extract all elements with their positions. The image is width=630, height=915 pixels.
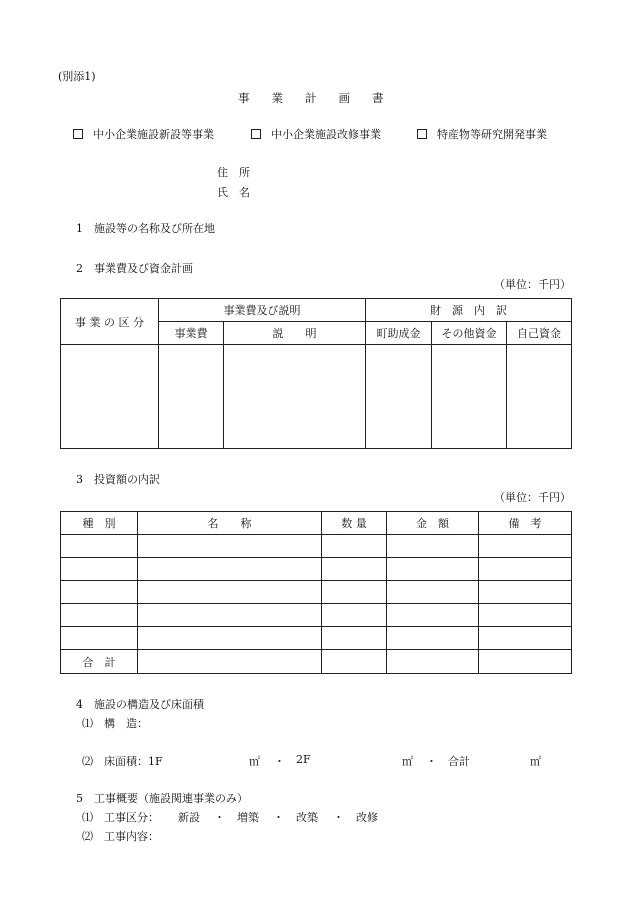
table-row [61, 604, 572, 627]
input-cell[interactable] [432, 345, 507, 449]
header-cost-explanation: 事業費及び説明 [159, 299, 366, 322]
section-2-heading: 2 事業費及び資金計画 [76, 262, 193, 275]
input-cell[interactable] [322, 627, 387, 650]
separator-dot: ・ [274, 755, 285, 768]
unit-m2: ㎡ [249, 755, 260, 768]
header-category: 事 業 の 区 分 [61, 299, 159, 345]
table-row [61, 627, 572, 650]
unit-m2: ㎡ [530, 755, 541, 768]
table-row [61, 558, 572, 581]
input-cell[interactable] [479, 627, 572, 650]
title-char: 業 [271, 91, 283, 105]
input-cell[interactable] [61, 604, 138, 627]
unit-m2: ㎡ [402, 755, 413, 768]
input-cell[interactable] [138, 604, 322, 627]
input-cell[interactable] [479, 535, 572, 558]
total-label: 合 計 [61, 650, 138, 674]
header-name: 名 称 [138, 512, 322, 535]
work-type-extension: 増築 [237, 811, 259, 824]
input-cell[interactable] [61, 345, 159, 449]
work-content-label: ⑵ 工事内容： [82, 830, 159, 843]
input-cell[interactable] [479, 558, 572, 581]
floor-area-label: ⑵ 床面積：1F [82, 755, 163, 768]
checkbox-icon[interactable] [417, 129, 427, 139]
input-cell[interactable] [387, 650, 479, 674]
input-cell[interactable] [322, 604, 387, 627]
input-cell[interactable] [322, 558, 387, 581]
input-cell[interactable] [138, 650, 322, 674]
address-label: 住 所 [217, 166, 250, 179]
separator-dot: ・ [333, 811, 344, 824]
separator-dot: ・ [214, 811, 225, 824]
total-row [61, 650, 572, 674]
checkbox-label: 特産物等研究開発事業 [437, 128, 547, 141]
title-char: 事 [238, 91, 250, 105]
header-other-funds: その他資金 [432, 322, 507, 345]
input-cell[interactable] [322, 535, 387, 558]
header-own-funds: 自己資金 [507, 322, 572, 345]
attachment-label: (別添1) [58, 70, 96, 83]
section-5-heading: 5 工事概要（施設関連事業のみ） [76, 792, 248, 805]
unit-label: （単位：千円） [494, 278, 571, 291]
input-cell[interactable] [322, 650, 387, 674]
checkbox-option-new-facility[interactable] [73, 126, 214, 142]
header-cost: 事業費 [159, 322, 224, 345]
checkbox-label: 中小企業施設新設等事業 [93, 128, 214, 141]
separator-dot: ・ [426, 755, 437, 768]
table-row [61, 581, 572, 604]
input-cell[interactable] [322, 581, 387, 604]
input-cell[interactable] [61, 558, 138, 581]
input-cell[interactable] [138, 535, 322, 558]
separator-dot: ・ [273, 811, 284, 824]
table-row [61, 535, 572, 558]
input-cell[interactable] [479, 650, 572, 674]
input-cell[interactable] [224, 345, 366, 449]
name-label: 氏 名 [217, 186, 250, 199]
input-cell[interactable] [61, 627, 138, 650]
input-cell[interactable] [61, 581, 138, 604]
header-remarks: 備 考 [479, 512, 572, 535]
structure-label: ⑴ 構 造： [82, 717, 148, 730]
header-quantity: 数 量 [322, 512, 387, 535]
input-cell[interactable] [387, 558, 479, 581]
unit-label: （単位：千円） [494, 491, 571, 504]
input-cell[interactable] [479, 604, 572, 627]
input-cell[interactable] [366, 345, 432, 449]
input-cell[interactable] [387, 627, 479, 650]
work-type-label: ⑴ 工事区分： [82, 811, 159, 824]
header-amount: 金 額 [387, 512, 479, 535]
input-cell[interactable] [479, 581, 572, 604]
checkbox-icon[interactable] [251, 129, 261, 139]
input-cell[interactable] [507, 345, 572, 449]
checkbox-option-research[interactable] [417, 126, 547, 142]
input-cell[interactable] [387, 604, 479, 627]
header-town-subsidy: 町助成金 [366, 322, 432, 345]
section-3-heading: 3 投資額の内訳 [76, 473, 160, 486]
title-char: 計 [305, 91, 317, 105]
section-4-heading: 4 施設の構造及び床面積 [76, 698, 204, 711]
input-cell[interactable] [387, 581, 479, 604]
input-cell[interactable] [138, 627, 322, 650]
total-area-label: 合計 [448, 755, 470, 768]
header-funding-breakdown: 財 源 内 訳 [366, 299, 572, 322]
floor-2f-label: 2F [296, 753, 311, 766]
document-title [238, 90, 384, 106]
input-cell[interactable] [138, 558, 322, 581]
funding-plan-table [60, 298, 572, 449]
work-type-rebuild: 改築 [296, 811, 318, 824]
work-type-repair: 改修 [356, 811, 378, 824]
work-type-new: 新設 [178, 811, 200, 824]
input-cell[interactable] [387, 535, 479, 558]
section-1-heading: 1 施設等の名称及び所在地 [76, 222, 215, 235]
header-description: 説 明 [224, 322, 366, 345]
checkbox-label: 中小企業施設改修事業 [271, 128, 381, 141]
header-type: 種 別 [61, 512, 138, 535]
input-cell[interactable] [159, 345, 224, 449]
input-cell[interactable] [61, 535, 138, 558]
title-char: 画 [338, 91, 350, 105]
title-char: 書 [372, 91, 384, 105]
input-cell[interactable] [138, 581, 322, 604]
investment-breakdown-table [60, 511, 572, 674]
checkbox-icon[interactable] [73, 129, 83, 139]
checkbox-option-renovation[interactable] [251, 126, 381, 142]
